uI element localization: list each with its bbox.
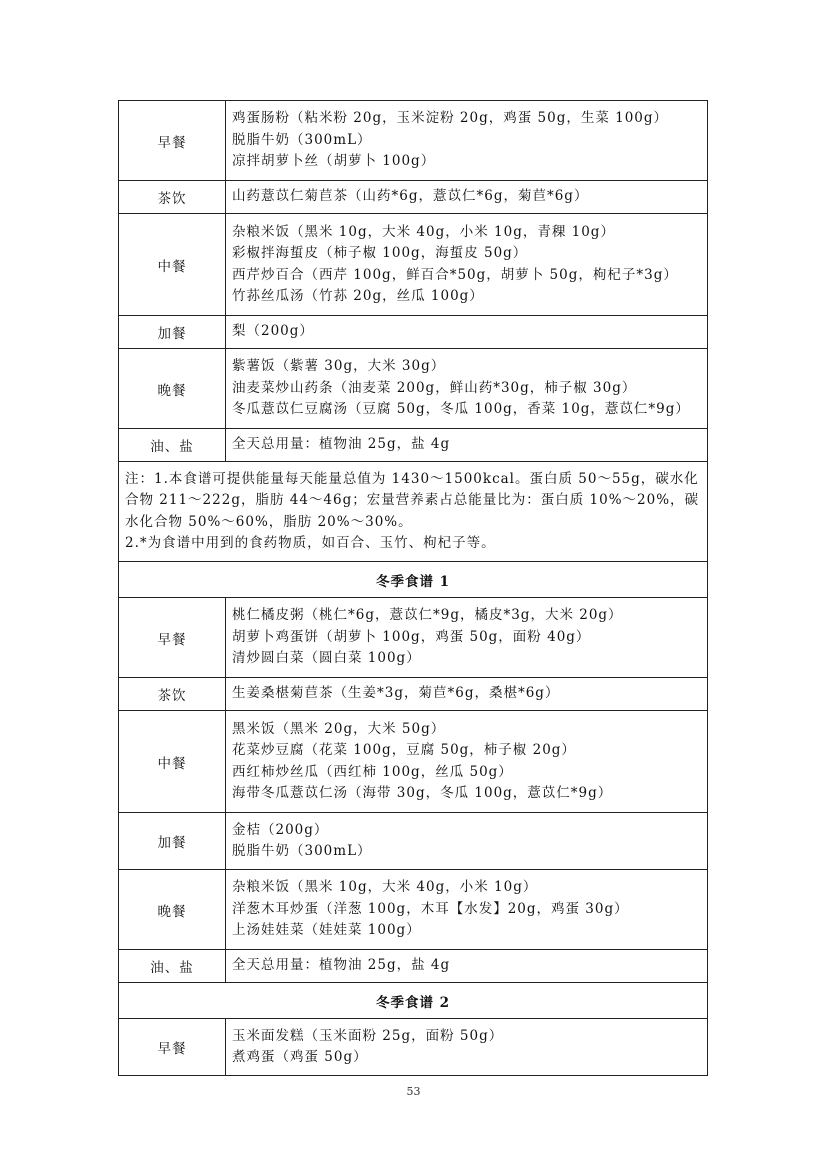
meal-items	[226, 678, 708, 711]
food-item: 西芹炒百合（西芹 100g，鲜百合*50g，胡萝卜 50g，枸杞子*3g）	[232, 266, 678, 283]
food-item: 全天总用量：植物油 25g，盐 4g	[232, 436, 451, 453]
food-item: 花菜炒豆腐（花菜 100g，豆腐 50g，柿子椒 20g）	[232, 742, 576, 758]
meal-items	[226, 711, 708, 813]
menu-table-body	[119, 101, 708, 1076]
food-item: 凉拌胡萝卜丝（胡萝卜 100g）	[232, 153, 436, 170]
meal-label: 加餐	[119, 813, 226, 870]
meal-label: 加餐	[119, 316, 226, 349]
meal-row	[119, 349, 708, 429]
meal-row	[119, 1019, 708, 1076]
page-number: 53	[406, 1085, 421, 1098]
meal-items	[226, 101, 708, 181]
food-item: 杂粮米饭（黑米 10g，大米 40g，小米 10g，青稞 10g）	[232, 223, 615, 240]
food-item: 油麦菜炒山药条（油麦菜 200g，鲜山药*30g，柿子椒 30g）	[232, 379, 637, 396]
meal-items	[226, 349, 708, 429]
food-item: 全天总用量：植物油 25g，盐 4g	[232, 957, 451, 974]
food-item: 生姜桑椹菊苣茶（生姜*3g，菊苣*6g，桑椹*6g）	[232, 685, 560, 702]
food-item: 梨（200g）	[232, 323, 314, 340]
meal-row	[119, 101, 708, 181]
meal-label: 茶饮	[119, 181, 226, 214]
meal-items	[226, 870, 708, 950]
section-row	[119, 562, 708, 598]
meal-row	[119, 870, 708, 950]
section-title: 冬季食谱 2	[119, 983, 708, 1019]
meal-label: 晚餐	[119, 349, 226, 429]
meal-label: 早餐	[119, 598, 226, 678]
food-item: 黑米饭（黑米 20g，大米 50g）	[232, 720, 446, 737]
note-line: 注：1.本食谱可提供能量每天能量总值为 1430～1500kcal。蛋白质 50～55g，碳水化合物 211～222g，脂肪 44～46g；宏量营养素占总能量比为：蛋白质 10%～20%，碳水化合物 50%～60%，脂肪 20%～30%。	[125, 470, 700, 530]
meal-items	[226, 813, 708, 870]
note-text	[119, 462, 708, 562]
food-item: 竹荪丝瓜汤（竹荪 20g，丝瓜 100g）	[232, 288, 484, 304]
meal-items	[226, 598, 708, 678]
meal-items	[226, 181, 708, 214]
food-item: 洋葱木耳炒蛋（洋葱 100g，木耳【水发】20g，鸡蛋 30g）	[232, 900, 629, 917]
meal-items	[226, 316, 708, 349]
note-line: 2.*为食谱中用到的食药物质，如百合、玉竹、枸杞子等。	[125, 535, 496, 551]
menu-table	[118, 100, 708, 1076]
food-item: 上汤娃娃菜（娃娃菜 100g）	[232, 922, 421, 939]
food-item: 桃仁橘皮粥（桃仁*6g，薏苡仁*9g，橘皮*3g，大米 20g）	[232, 607, 623, 624]
meal-row	[119, 316, 708, 349]
food-item: 胡萝卜鸡蛋饼（胡萝卜 100g，鸡蛋 50g，面粉 40g）	[232, 628, 591, 645]
food-item: 金桔（200g）	[232, 821, 329, 838]
food-item: 彩椒拌海蜇皮（柿子椒 100g，海蜇皮 50g）	[232, 245, 528, 261]
meal-row	[119, 181, 708, 214]
meal-label: 中餐	[119, 711, 226, 813]
food-item: 玉米面发糕（玉米面粉 25g，面粉 50g）	[232, 1027, 504, 1044]
meal-label: 晚餐	[119, 870, 226, 950]
food-item: 清炒圆白菜（圆白菜 100g）	[232, 650, 421, 667]
meal-label: 油、盐	[119, 950, 226, 983]
meal-row	[119, 598, 708, 678]
meal-label: 中餐	[119, 214, 226, 316]
meal-items	[226, 429, 708, 462]
food-item: 紫薯饭（紫薯 30g，大米 30g）	[232, 358, 446, 375]
meal-label: 油、盐	[119, 429, 226, 462]
meal-items	[226, 1019, 708, 1076]
meal-row	[119, 813, 708, 870]
food-item: 杂粮米饭（黑米 10g，大米 40g，小米 10g）	[232, 879, 538, 896]
meal-label: 茶饮	[119, 678, 226, 711]
meal-label: 早餐	[119, 101, 226, 181]
food-item: 脱脂牛奶（300mL）	[232, 843, 372, 859]
food-item: 山药薏苡仁菊苣茶（山药*6g，薏苡仁*6g，菊苣*6g）	[232, 188, 589, 205]
food-item: 脱脂牛奶（300mL）	[232, 131, 372, 148]
meal-row	[119, 429, 708, 462]
food-item: 西红柿炒丝瓜（西红柿 100g，丝瓜 50g）	[232, 763, 513, 780]
section-title: 冬季食谱 1	[119, 562, 708, 598]
meal-row	[119, 711, 708, 813]
meal-items	[226, 950, 708, 983]
food-item: 鸡蛋肠粉（粘米粉 20g，玉米淀粉 20g，鸡蛋 50g，生菜 100g）	[232, 110, 669, 127]
food-item: 海带冬瓜薏苡仁汤（海带 30g，冬瓜 100g，薏苡仁*9g）	[232, 785, 613, 801]
note-row	[119, 462, 708, 562]
meal-row	[119, 214, 708, 316]
meal-row	[119, 678, 708, 711]
meal-label: 早餐	[119, 1019, 226, 1076]
food-item: 冬瓜薏苡仁豆腐汤（豆腐 50g，冬瓜 100g，香菜 10g，薏苡仁*9g）	[232, 401, 690, 418]
meal-row	[119, 950, 708, 983]
section-row	[119, 983, 708, 1019]
food-item: 煮鸡蛋（鸡蛋 50g）	[232, 1049, 368, 1065]
meal-items	[226, 214, 708, 316]
